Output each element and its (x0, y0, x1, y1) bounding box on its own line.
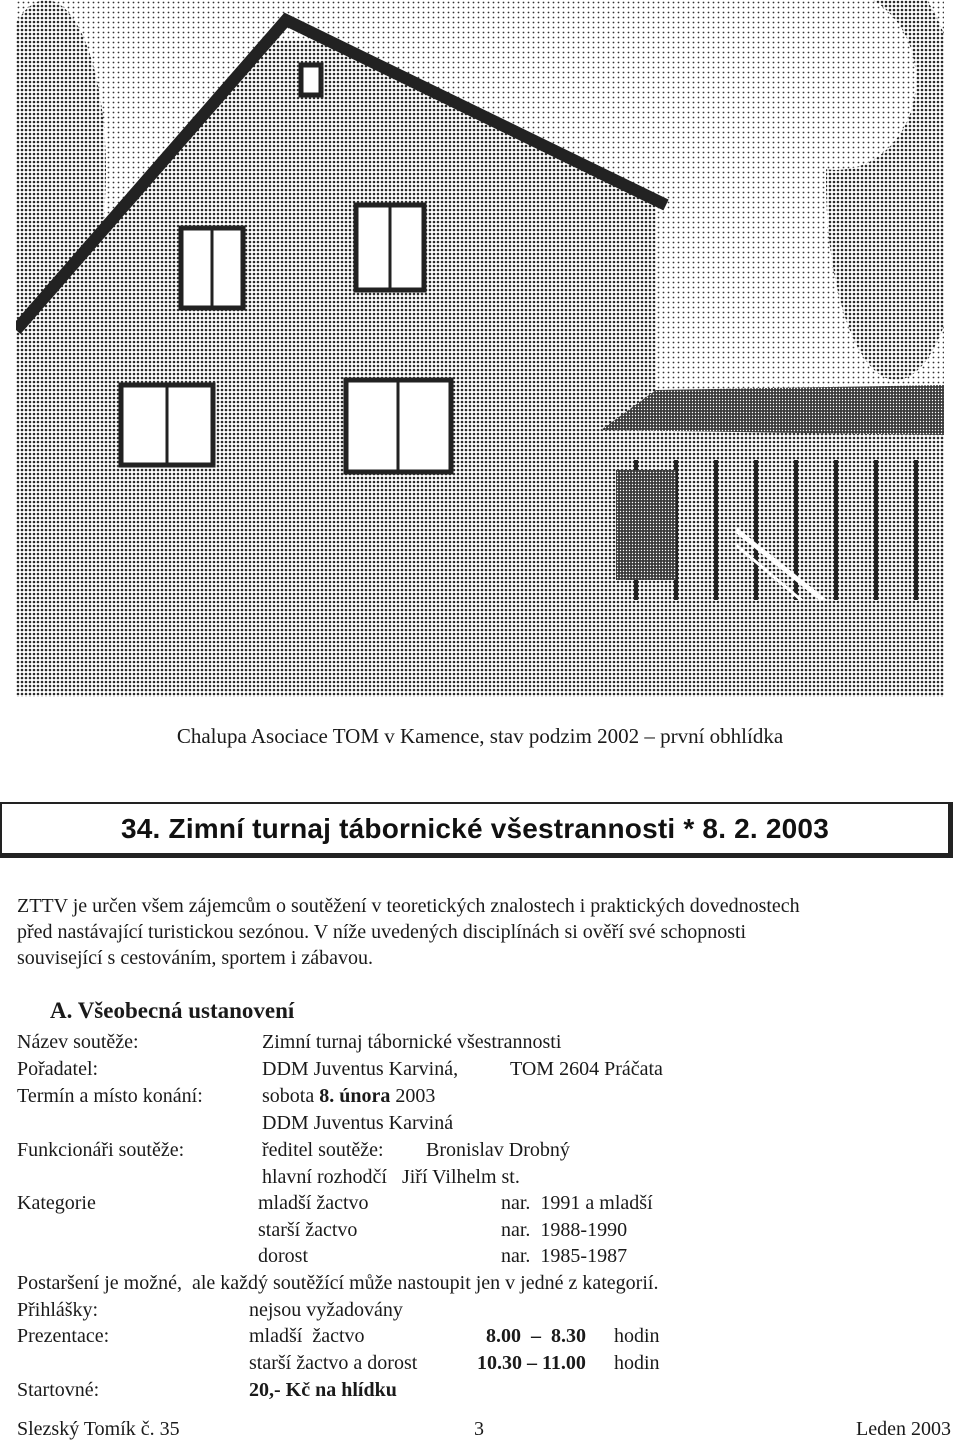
kat1-name: mladší žactvo (258, 1192, 369, 1214)
prez2-time: 10.30 – 11.00 (477, 1352, 586, 1374)
value-nazev: Zimní turnaj tábornické všestrannosti (262, 1031, 562, 1053)
label-prihlasky: Přihlášky: (17, 1299, 99, 1321)
page-number: 3 (474, 1418, 484, 1440)
photo-caption: Chalupa Asociace TOM v Kamence, stav podzim 2002 – první obhlídka (176, 724, 784, 748)
value-misto: DDM Juventus Karviná (262, 1112, 454, 1134)
kat1-years: nar. 1991 a mladší (501, 1192, 653, 1214)
value-poradatel-1: DDM Juventus Karviná, (262, 1058, 459, 1080)
value-reditel-role: ředitel soutěže: (262, 1139, 384, 1161)
kat3-years: nar. 1985-1987 (501, 1245, 628, 1267)
kat2-name: starší žactvo (258, 1219, 358, 1241)
value-poradatel-2: TOM 2604 Práčata (510, 1058, 663, 1080)
value-termin (262, 1083, 435, 1109)
label-termin: Termín a místo konání: (17, 1085, 203, 1107)
section-title: A. Všeobecná ustanovení (50, 998, 295, 1023)
prez2-unit: hodin (614, 1352, 660, 1374)
headline-box (0, 802, 953, 858)
prez2-name: starší žactvo a dorost (249, 1352, 418, 1374)
termin-date: 8. února (319, 1085, 391, 1107)
label-poradatel: Pořadatel: (17, 1058, 99, 1080)
prez1-name: mladší žactvo (249, 1325, 365, 1347)
headline: 34. Zimní turnaj tábornické všestrannosti * 8. 2. 2003 (121, 812, 829, 844)
termin-prefix: sobota (262, 1085, 320, 1107)
label-startovne: Startovné: (17, 1379, 100, 1401)
intro-paragraph (17, 893, 945, 971)
prez1-time: 8.00 – 8.30 (486, 1325, 586, 1347)
intro-line: související s cestováním, sportem i zábavou. (17, 947, 374, 969)
kat3-name: dorost (258, 1245, 308, 1267)
footer-date: Leden 2003 (856, 1418, 951, 1440)
postarseni-note: Postaršení je možné, ale každý soutěžící může nastoupit jen v jedné z kategorií. (17, 1272, 659, 1294)
value-reditel-name: Bronislav Drobný (426, 1139, 570, 1161)
label-kategorie: Kategorie (17, 1192, 96, 1214)
cottage-photo (16, 0, 944, 697)
label-prezentace: Prezentace: (17, 1325, 110, 1347)
label-funkcionari: Funkcionáři soutěže: (17, 1139, 185, 1161)
kat2-years: nar. 1988-1990 (501, 1219, 628, 1241)
value-prihlasky: nejsou vyžadovány (249, 1299, 403, 1321)
intro-line: před nastávající turistickou sezónou. V níže uvedených disciplínách si ověří své schopnosti (17, 921, 747, 943)
label-nazev: Název soutěže: (17, 1031, 139, 1053)
footer-publication: Slezský Tomík č. 35 (17, 1418, 180, 1440)
value-startovne: 20,- Kč na hlídku (249, 1379, 397, 1401)
value-rozhodci: hlavní rozhodčí Jiří Vilhelm st. (262, 1166, 520, 1188)
termin-year: 2003 (390, 1085, 436, 1107)
intro-line: ZTTV je určen všem zájemcům o soutěžení v teoretických znalostech i praktických dovednostech (17, 895, 800, 917)
prez1-unit: hodin (614, 1325, 660, 1347)
